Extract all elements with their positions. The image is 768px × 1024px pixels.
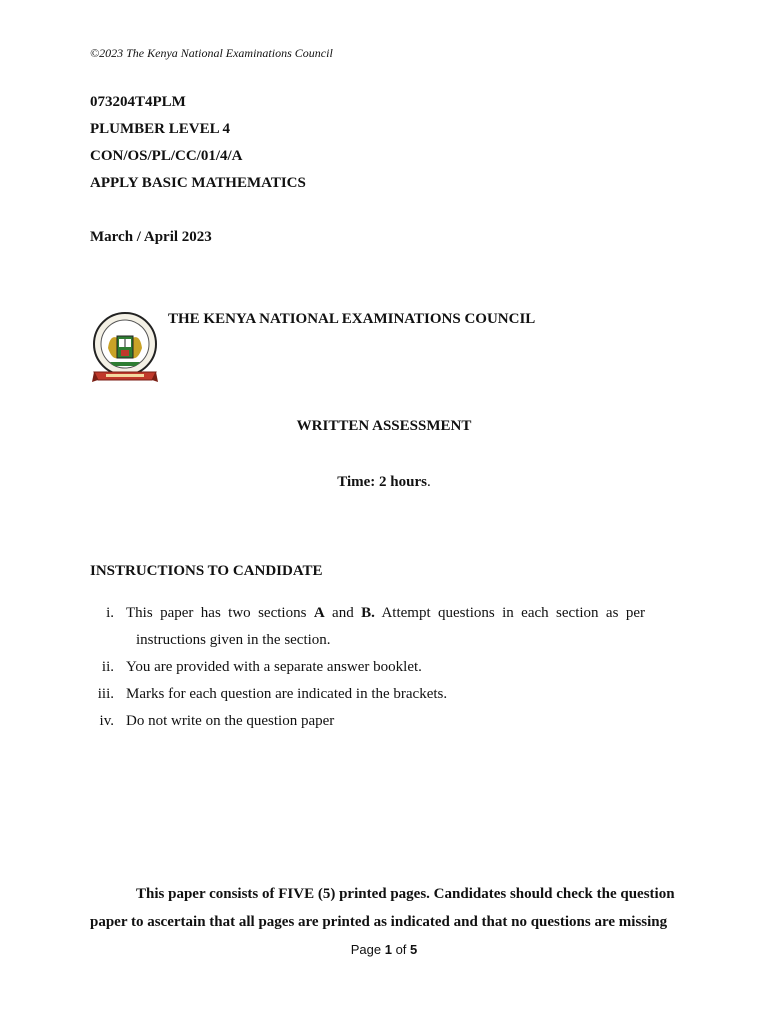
time-label: Time: 2 hours <box>337 474 427 490</box>
list-item-text: Marks for each question are indicated in the brackets. <box>126 686 448 702</box>
section-b-label: B. <box>361 605 375 621</box>
council-name: THE KENYA NATIONAL EXAMINATIONS COUNCIL <box>168 311 536 327</box>
instructions-title: INSTRUCTIONS TO CANDIDATE <box>90 563 323 579</box>
unit-title: APPLY BASIC MATHEMATICS <box>90 175 306 191</box>
page-total: 5 <box>410 942 418 957</box>
text-fragment: This paper has two sections <box>126 605 314 621</box>
page-prefix: Page <box>350 942 385 957</box>
instructions-list <box>90 600 645 735</box>
page-number <box>0 942 768 957</box>
list-item-number: iii. <box>97 686 114 702</box>
time-allowed <box>0 474 768 491</box>
page-current: 1 <box>384 942 392 957</box>
page-count-notice <box>90 880 678 936</box>
section-a-label: A <box>313 605 325 621</box>
knec-crest-icon <box>90 308 160 388</box>
text-fragment: and <box>324 605 362 621</box>
notice-line-2: paper to ascertain that all pages are printed as indicated and that no questions are missing <box>90 914 668 930</box>
list-item <box>90 600 645 654</box>
list-item <box>90 681 645 708</box>
list-item-number: iv. <box>99 713 114 729</box>
list-item-number: i. <box>106 605 114 621</box>
paper-code: 073204T4PLM <box>90 94 186 110</box>
list-item-continuation: instructions given in the section. <box>136 632 331 648</box>
copyright-line: ©2023 The Kenya National Examinations Council <box>90 46 333 60</box>
list-item-text <box>126 600 645 627</box>
list-item-text: Do not write on the question paper <box>126 713 335 729</box>
list-item <box>90 708 645 735</box>
unit-code: CON/OS/PL/CC/01/4/A <box>90 148 243 164</box>
exam-date: March / April 2023 <box>90 229 212 245</box>
list-item <box>90 654 645 681</box>
text-fragment: Attempt questions in each section as per <box>374 605 645 621</box>
assessment-title: WRITTEN ASSESSMENT <box>296 418 472 434</box>
list-item-number: ii. <box>101 659 114 675</box>
notice-line-1: This paper consists of FIVE (5) printed pages. Candidates should check the question <box>136 886 675 902</box>
course-name: PLUMBER LEVEL 4 <box>90 121 231 137</box>
time-suffix: . <box>426 474 431 490</box>
list-item-text: You are provided with a separate answer booklet. <box>126 659 422 675</box>
page-of: of <box>391 942 411 957</box>
